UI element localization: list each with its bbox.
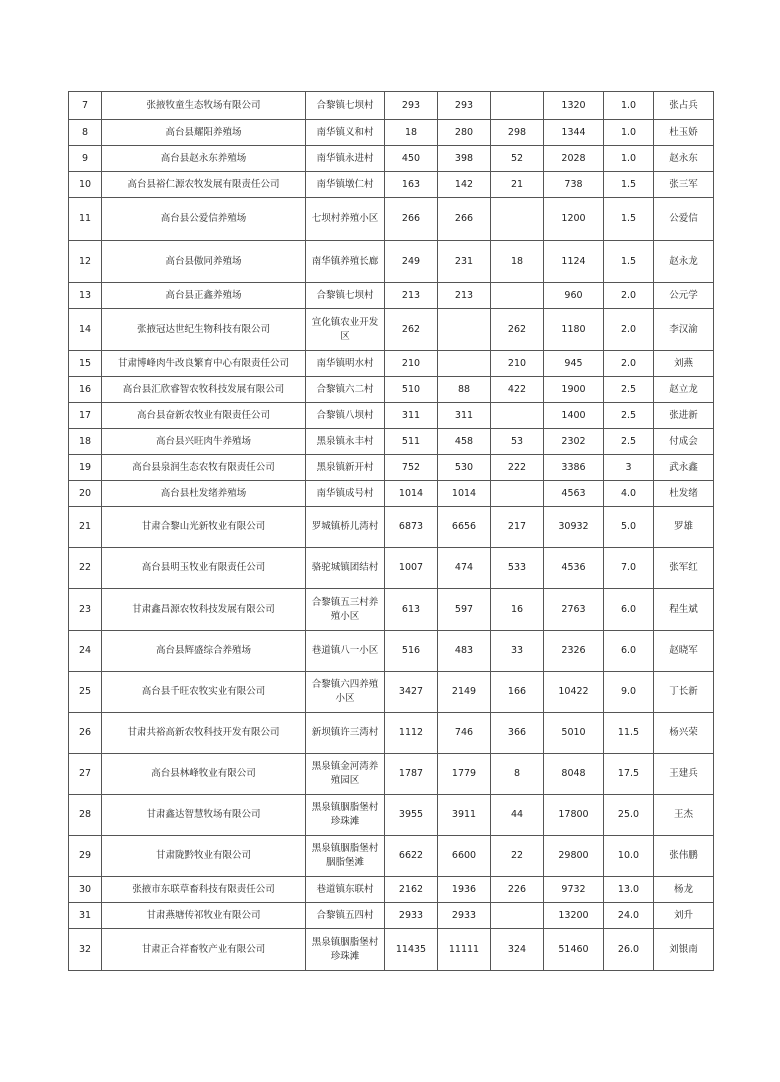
- count-cell-2: 398: [438, 146, 491, 172]
- count-cell-2: 458: [438, 429, 491, 455]
- location-cell: 黑泉镇永丰村: [306, 429, 385, 455]
- contact-person-cell: 张伟鹏: [654, 836, 714, 877]
- ratio-cell: 11.5: [604, 713, 654, 754]
- table-row: [69, 903, 714, 929]
- row-number-cell: 26: [69, 713, 102, 754]
- row-number-cell: 13: [69, 283, 102, 309]
- ratio-cell: 10.0: [604, 836, 654, 877]
- contact-person-cell: 赵立龙: [654, 377, 714, 403]
- location-cell: 南华镇养殖长廊: [306, 241, 385, 283]
- count-cell-1: 1014: [385, 481, 438, 507]
- contact-person-cell: 赵永龙: [654, 241, 714, 283]
- count-cell-1: 11435: [385, 929, 438, 971]
- row-number-cell: 7: [69, 92, 102, 120]
- row-number-cell: 14: [69, 309, 102, 351]
- count-cell-1: 163: [385, 172, 438, 198]
- count-cell-2: 474: [438, 548, 491, 589]
- row-number-cell: 22: [69, 548, 102, 589]
- location-cell: 黑泉镇胭脂堡村胭脂堡滩: [306, 836, 385, 877]
- value-cell: 30932: [544, 507, 604, 548]
- company-name-cell: 甘肃燕塘传祁牧业有限公司: [102, 903, 306, 929]
- value-cell: 1320: [544, 92, 604, 120]
- company-name-cell: 甘肃合黎山光新牧业有限公司: [102, 507, 306, 548]
- count-cell-1: 262: [385, 309, 438, 351]
- value-cell: 8048: [544, 754, 604, 795]
- count-cell-1: 6873: [385, 507, 438, 548]
- row-number-cell: 21: [69, 507, 102, 548]
- count-cell-2: 1936: [438, 877, 491, 903]
- count-cell-1: 311: [385, 403, 438, 429]
- count-cell-1: 6622: [385, 836, 438, 877]
- table-row: [69, 241, 714, 283]
- value-cell: 2763: [544, 589, 604, 631]
- count-cell-3: 210: [491, 351, 544, 377]
- count-cell-2: 530: [438, 455, 491, 481]
- value-cell: 4563: [544, 481, 604, 507]
- table-row: [69, 481, 714, 507]
- count-cell-3: 533: [491, 548, 544, 589]
- count-cell-1: 1112: [385, 713, 438, 754]
- location-cell: 合黎镇五三村养殖小区: [306, 589, 385, 631]
- company-name-cell: 高台县正鑫养殖场: [102, 283, 306, 309]
- row-number-cell: 20: [69, 481, 102, 507]
- count-cell-1: 752: [385, 455, 438, 481]
- table-row: [69, 929, 714, 971]
- contact-person-cell: 刘升: [654, 903, 714, 929]
- count-cell-3: 18: [491, 241, 544, 283]
- contact-person-cell: 刘银南: [654, 929, 714, 971]
- count-cell-2: 483: [438, 631, 491, 672]
- count-cell-3: 262: [491, 309, 544, 351]
- table-row: [69, 754, 714, 795]
- location-cell: 骆驼城镇团结村: [306, 548, 385, 589]
- contact-person-cell: 公爱信: [654, 198, 714, 241]
- count-cell-1: 613: [385, 589, 438, 631]
- count-cell-1: 1007: [385, 548, 438, 589]
- table-row: [69, 351, 714, 377]
- ratio-cell: 1.0: [604, 92, 654, 120]
- location-cell: 黑泉镇胭脂堡村珍珠滩: [306, 929, 385, 971]
- ratio-cell: 1.5: [604, 172, 654, 198]
- ratio-cell: 6.0: [604, 589, 654, 631]
- table-body: [69, 92, 714, 971]
- value-cell: 1344: [544, 120, 604, 146]
- count-cell-2: 6656: [438, 507, 491, 548]
- count-cell-2: 3911: [438, 795, 491, 836]
- value-cell: 945: [544, 351, 604, 377]
- row-number-cell: 28: [69, 795, 102, 836]
- value-cell: 2302: [544, 429, 604, 455]
- count-cell-2: [438, 309, 491, 351]
- contact-person-cell: 杜发绪: [654, 481, 714, 507]
- ratio-cell: 2.0: [604, 309, 654, 351]
- value-cell: 1900: [544, 377, 604, 403]
- row-number-cell: 17: [69, 403, 102, 429]
- count-cell-3: 422: [491, 377, 544, 403]
- table-row: [69, 377, 714, 403]
- company-name-cell: 甘肃博峰肉牛改良繁育中心有限责任公司: [102, 351, 306, 377]
- company-name-cell: 高台县赵永东养殖场: [102, 146, 306, 172]
- contact-person-cell: 王建兵: [654, 754, 714, 795]
- ratio-cell: 2.5: [604, 403, 654, 429]
- table-row: [69, 429, 714, 455]
- location-cell: 宣化镇农业开发区: [306, 309, 385, 351]
- contact-person-cell: 张军红: [654, 548, 714, 589]
- value-cell: 1124: [544, 241, 604, 283]
- table-row: [69, 283, 714, 309]
- count-cell-2: 6600: [438, 836, 491, 877]
- value-cell: 1400: [544, 403, 604, 429]
- count-cell-2: 266: [438, 198, 491, 241]
- count-cell-2: 311: [438, 403, 491, 429]
- count-cell-1: 210: [385, 351, 438, 377]
- table-row: [69, 836, 714, 877]
- count-cell-3: [491, 283, 544, 309]
- count-cell-1: 1787: [385, 754, 438, 795]
- value-cell: 29800: [544, 836, 604, 877]
- count-cell-1: 3427: [385, 672, 438, 713]
- ratio-cell: 17.5: [604, 754, 654, 795]
- row-number-cell: 12: [69, 241, 102, 283]
- value-cell: 51460: [544, 929, 604, 971]
- contact-person-cell: 张三军: [654, 172, 714, 198]
- count-cell-3: 21: [491, 172, 544, 198]
- company-name-cell: 高台县兴旺肉牛养殖场: [102, 429, 306, 455]
- count-cell-2: 1779: [438, 754, 491, 795]
- count-cell-1: 213: [385, 283, 438, 309]
- table-row: [69, 631, 714, 672]
- contact-person-cell: 张进新: [654, 403, 714, 429]
- location-cell: 南华镇永进村: [306, 146, 385, 172]
- row-number-cell: 27: [69, 754, 102, 795]
- count-cell-2: 213: [438, 283, 491, 309]
- row-number-cell: 32: [69, 929, 102, 971]
- contact-person-cell: 刘燕: [654, 351, 714, 377]
- location-cell: 新坝镇许三湾村: [306, 713, 385, 754]
- count-cell-1: 2933: [385, 903, 438, 929]
- contact-person-cell: 杜玉娇: [654, 120, 714, 146]
- company-name-cell: 甘肃鑫昌源农牧科技发展有限公司: [102, 589, 306, 631]
- count-cell-2: 746: [438, 713, 491, 754]
- value-cell: 2326: [544, 631, 604, 672]
- company-name-cell: 张掖市东联草畜科技有限责任公司: [102, 877, 306, 903]
- count-cell-1: 511: [385, 429, 438, 455]
- value-cell: 2028: [544, 146, 604, 172]
- count-cell-3: 53: [491, 429, 544, 455]
- company-name-cell: 甘肃共裕高新农牧科技开发有限公司: [102, 713, 306, 754]
- count-cell-2: 280: [438, 120, 491, 146]
- table-row: [69, 403, 714, 429]
- table-row: [69, 548, 714, 589]
- table-row: [69, 172, 714, 198]
- contact-person-cell: 赵永东: [654, 146, 714, 172]
- count-cell-3: 16: [491, 589, 544, 631]
- count-cell-1: 249: [385, 241, 438, 283]
- count-cell-3: [491, 198, 544, 241]
- location-cell: 南华镇明水村: [306, 351, 385, 377]
- location-cell: 合黎镇七坝村: [306, 283, 385, 309]
- ratio-cell: 2.5: [604, 429, 654, 455]
- company-name-cell: 高台县奋新农牧业有限责任公司: [102, 403, 306, 429]
- company-name-cell: 甘肃鑫达智慧牧场有限公司: [102, 795, 306, 836]
- count-cell-3: 324: [491, 929, 544, 971]
- ratio-cell: 7.0: [604, 548, 654, 589]
- count-cell-3: 22: [491, 836, 544, 877]
- table-row: [69, 146, 714, 172]
- company-name-cell: 甘肃陇黔牧业有限公司: [102, 836, 306, 877]
- count-cell-3: 217: [491, 507, 544, 548]
- company-name-cell: 高台县耀阳养殖场: [102, 120, 306, 146]
- count-cell-3: [491, 403, 544, 429]
- table-row: [69, 455, 714, 481]
- value-cell: 738: [544, 172, 604, 198]
- row-number-cell: 24: [69, 631, 102, 672]
- row-number-cell: 11: [69, 198, 102, 241]
- count-cell-3: 298: [491, 120, 544, 146]
- count-cell-1: 2162: [385, 877, 438, 903]
- location-cell: 巷道镇东联村: [306, 877, 385, 903]
- ratio-cell: 1.5: [604, 241, 654, 283]
- count-cell-2: 88: [438, 377, 491, 403]
- count-cell-2: 2149: [438, 672, 491, 713]
- value-cell: 1180: [544, 309, 604, 351]
- count-cell-1: 516: [385, 631, 438, 672]
- contact-person-cell: 李汉渝: [654, 309, 714, 351]
- company-name-cell: 高台县杜发绪养殖场: [102, 481, 306, 507]
- count-cell-1: 18: [385, 120, 438, 146]
- row-number-cell: 19: [69, 455, 102, 481]
- ratio-cell: 5.0: [604, 507, 654, 548]
- ratio-cell: 1.5: [604, 198, 654, 241]
- ratio-cell: 3: [604, 455, 654, 481]
- company-name-cell: 张掖牧童生态牧场有限公司: [102, 92, 306, 120]
- contact-person-cell: 付成会: [654, 429, 714, 455]
- count-cell-2: 293: [438, 92, 491, 120]
- row-number-cell: 31: [69, 903, 102, 929]
- count-cell-3: 166: [491, 672, 544, 713]
- contact-person-cell: 罗雄: [654, 507, 714, 548]
- table-row: [69, 795, 714, 836]
- table-row: [69, 713, 714, 754]
- company-name-cell: 高台县汇欣睿智农牧科技发展有限公司: [102, 377, 306, 403]
- table-row: [69, 198, 714, 241]
- company-name-cell: 高台县辉盛综合养殖场: [102, 631, 306, 672]
- contact-person-cell: 张占兵: [654, 92, 714, 120]
- count-cell-3: 33: [491, 631, 544, 672]
- table-row: [69, 672, 714, 713]
- count-cell-3: [491, 903, 544, 929]
- location-cell: 黑泉镇胭脂堡村珍珠滩: [306, 795, 385, 836]
- value-cell: 5010: [544, 713, 604, 754]
- contact-person-cell: 武永鑫: [654, 455, 714, 481]
- location-cell: 巷道镇八一小区: [306, 631, 385, 672]
- ratio-cell: 1.0: [604, 120, 654, 146]
- livestock-farm-table: [68, 91, 714, 971]
- ratio-cell: 24.0: [604, 903, 654, 929]
- value-cell: 4536: [544, 548, 604, 589]
- contact-person-cell: 程生斌: [654, 589, 714, 631]
- table-row: [69, 120, 714, 146]
- ratio-cell: 2.5: [604, 377, 654, 403]
- count-cell-2: 597: [438, 589, 491, 631]
- location-cell: 合黎镇五四村: [306, 903, 385, 929]
- company-name-cell: 高台县裕仁源农牧发展有限责任公司: [102, 172, 306, 198]
- ratio-cell: 9.0: [604, 672, 654, 713]
- value-cell: 13200: [544, 903, 604, 929]
- contact-person-cell: 杨兴荣: [654, 713, 714, 754]
- location-cell: 黑泉镇新开村: [306, 455, 385, 481]
- ratio-cell: 26.0: [604, 929, 654, 971]
- company-name-cell: 甘肃正合祥畜牧产业有限公司: [102, 929, 306, 971]
- count-cell-2: 231: [438, 241, 491, 283]
- company-name-cell: 高台县明玉牧业有限责任公司: [102, 548, 306, 589]
- contact-person-cell: 王杰: [654, 795, 714, 836]
- count-cell-3: 366: [491, 713, 544, 754]
- contact-person-cell: 赵晓军: [654, 631, 714, 672]
- row-number-cell: 25: [69, 672, 102, 713]
- location-cell: 合黎镇六二村: [306, 377, 385, 403]
- row-number-cell: 16: [69, 377, 102, 403]
- contact-person-cell: 杨龙: [654, 877, 714, 903]
- company-name-cell: 高台县泉润生态农牧有限责任公司: [102, 455, 306, 481]
- row-number-cell: 29: [69, 836, 102, 877]
- location-cell: 合黎镇六四养殖小区: [306, 672, 385, 713]
- company-name-cell: 高台县千旺农牧实业有限公司: [102, 672, 306, 713]
- table-row: [69, 92, 714, 120]
- count-cell-3: [491, 92, 544, 120]
- value-cell: 10422: [544, 672, 604, 713]
- count-cell-1: 3955: [385, 795, 438, 836]
- ratio-cell: 2.0: [604, 283, 654, 309]
- count-cell-2: 1014: [438, 481, 491, 507]
- table-row: [69, 877, 714, 903]
- ratio-cell: 1.0: [604, 146, 654, 172]
- row-number-cell: 8: [69, 120, 102, 146]
- count-cell-3: [491, 481, 544, 507]
- value-cell: 17800: [544, 795, 604, 836]
- ratio-cell: 2.0: [604, 351, 654, 377]
- row-number-cell: 23: [69, 589, 102, 631]
- location-cell: 合黎镇七坝村: [306, 92, 385, 120]
- location-cell: 合黎镇八坝村: [306, 403, 385, 429]
- value-cell: 1200: [544, 198, 604, 241]
- count-cell-2: 11111: [438, 929, 491, 971]
- count-cell-2: 142: [438, 172, 491, 198]
- count-cell-1: 510: [385, 377, 438, 403]
- count-cell-3: 222: [491, 455, 544, 481]
- row-number-cell: 15: [69, 351, 102, 377]
- row-number-cell: 9: [69, 146, 102, 172]
- ratio-cell: 13.0: [604, 877, 654, 903]
- table-row: [69, 589, 714, 631]
- table-row: [69, 309, 714, 351]
- value-cell: 9732: [544, 877, 604, 903]
- count-cell-1: 293: [385, 92, 438, 120]
- company-name-cell: 高台县傲同养殖场: [102, 241, 306, 283]
- count-cell-1: 450: [385, 146, 438, 172]
- row-number-cell: 18: [69, 429, 102, 455]
- count-cell-3: 8: [491, 754, 544, 795]
- row-number-cell: 10: [69, 172, 102, 198]
- contact-person-cell: 公元学: [654, 283, 714, 309]
- ratio-cell: 4.0: [604, 481, 654, 507]
- location-cell: 黑泉镇金河湾养殖园区: [306, 754, 385, 795]
- location-cell: 南华镇义和村: [306, 120, 385, 146]
- row-number-cell: 30: [69, 877, 102, 903]
- company-name-cell: 高台县公爱信养殖场: [102, 198, 306, 241]
- count-cell-3: 52: [491, 146, 544, 172]
- value-cell: 960: [544, 283, 604, 309]
- location-cell: 南华镇墩仁村: [306, 172, 385, 198]
- count-cell-2: 2933: [438, 903, 491, 929]
- count-cell-1: 266: [385, 198, 438, 241]
- company-name-cell: 张掖冠达世纪生物科技有限公司: [102, 309, 306, 351]
- table-row: [69, 507, 714, 548]
- location-cell: 罗城镇桥儿湾村: [306, 507, 385, 548]
- count-cell-3: 226: [491, 877, 544, 903]
- count-cell-3: 44: [491, 795, 544, 836]
- company-name-cell: 高台县林峰牧业有限公司: [102, 754, 306, 795]
- location-cell: 七坝村养殖小区: [306, 198, 385, 241]
- count-cell-2: [438, 351, 491, 377]
- value-cell: 3386: [544, 455, 604, 481]
- contact-person-cell: 丁长新: [654, 672, 714, 713]
- ratio-cell: 6.0: [604, 631, 654, 672]
- location-cell: 南华镇成号村: [306, 481, 385, 507]
- ratio-cell: 25.0: [604, 795, 654, 836]
